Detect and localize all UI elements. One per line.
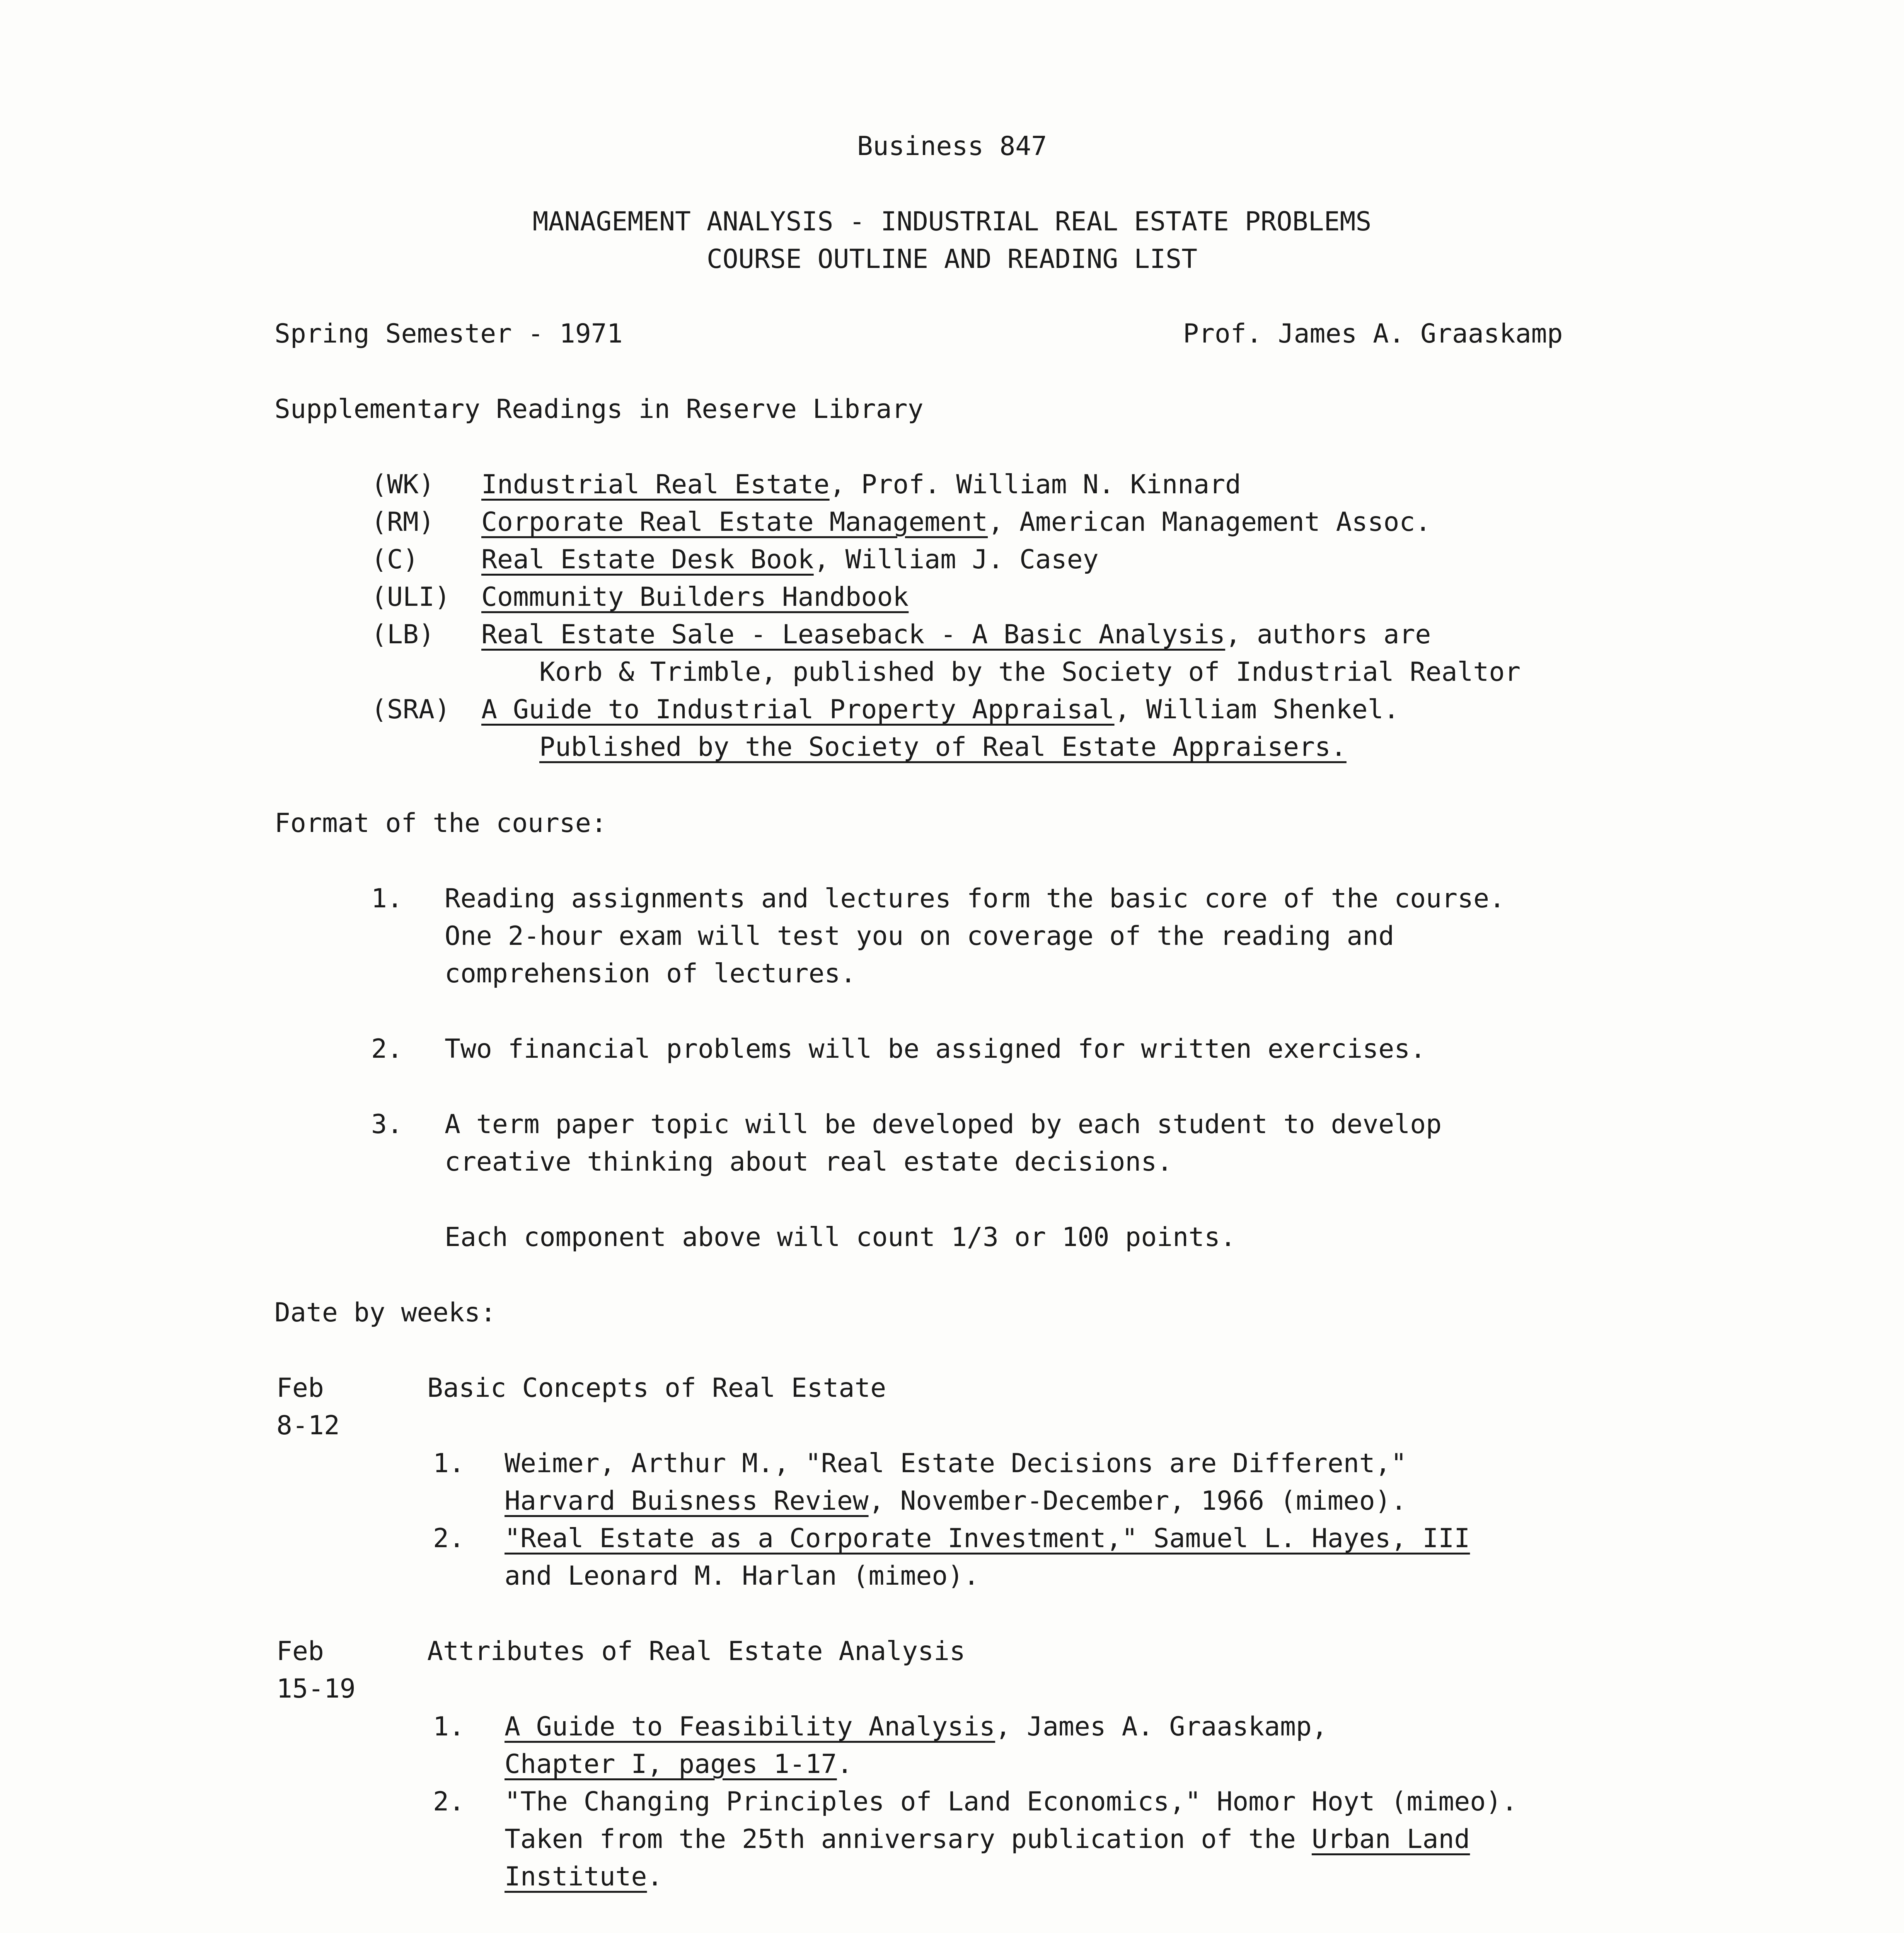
format-item-line: creative thinking about real estate decisions. bbox=[445, 1147, 1173, 1177]
professor: Prof. James A. Graaskamp bbox=[1183, 319, 1563, 349]
reference-title: Industrial Real Estate bbox=[481, 469, 830, 500]
reference-entry: Real Estate Sale - Leaseback - A Basic Analysis, authors are bbox=[481, 619, 1431, 650]
week-month: Feb bbox=[276, 1636, 324, 1667]
week-days: 15-19 bbox=[276, 1674, 356, 1704]
reference-entry bbox=[481, 578, 909, 616]
reading-source: Chapter I, pages 1-17 bbox=[505, 1749, 837, 1780]
reading-number: 1. bbox=[433, 1711, 465, 1742]
reference-code: (RM) bbox=[371, 507, 435, 537]
reading-line: Institute. bbox=[505, 1861, 663, 1892]
week-topic: Attributes of Real Estate Analysis bbox=[427, 1636, 965, 1667]
format-item-line: One 2-hour exam will test you on coverage of the reading and bbox=[445, 921, 1394, 951]
course-number: Business 847 bbox=[857, 131, 1047, 162]
reading-number: 1. bbox=[433, 1448, 465, 1479]
reference-entry: Industrial Real Estate, Prof. William N. Kinnard bbox=[481, 469, 1241, 500]
reading-line: and Leonard M. Harlan (mimeo). bbox=[505, 1561, 980, 1591]
reading-number: 2. bbox=[433, 1523, 465, 1554]
reference-code: (ULI) bbox=[371, 582, 450, 612]
reference-continuation: Korb & Trimble, published by the Society of Industrial Realtor bbox=[539, 657, 1521, 687]
reading-line: Weimer, Arthur M., "Real Estate Decisions are Different," bbox=[505, 1448, 1407, 1479]
format-item-line: Reading assignments and lectures form the basic core of the course. bbox=[445, 883, 1505, 914]
format-item-line: comprehension of lectures. bbox=[445, 958, 856, 989]
reference-code: (C) bbox=[371, 544, 419, 575]
reference-entry: Real Estate Desk Book, William J. Casey bbox=[481, 544, 1099, 575]
reference-code: (SRA) bbox=[371, 694, 450, 725]
reading-line: Taken from the 25th anniversary publication of the Urban Land bbox=[505, 1824, 1470, 1855]
reference-title: Corporate Real Estate Management bbox=[481, 507, 988, 537]
reading-line: "The Changing Principles of Land Economics," Homor Hoyt (mimeo). bbox=[505, 1786, 1518, 1817]
reading-source: Urban Land bbox=[1311, 1824, 1470, 1855]
format-item-number: 2. bbox=[371, 1034, 403, 1064]
reference-continuation: Published by the Society of Real Estate Appraisers. bbox=[539, 732, 1347, 762]
format-item-number: 1. bbox=[371, 883, 403, 914]
reference-entry: Corporate Real Estate Management, American Management Assoc. bbox=[481, 507, 1431, 537]
week-days: 8-12 bbox=[276, 1410, 340, 1441]
reading-number: 2. bbox=[433, 1786, 465, 1817]
reading-source: Institute bbox=[505, 1861, 647, 1892]
schedule-heading: Date by weeks: bbox=[274, 1297, 496, 1328]
reference-title: A Guide to Industrial Property Appraisal bbox=[481, 694, 1115, 725]
reference-title: Real Estate Desk Book bbox=[481, 544, 814, 575]
supplementary-heading: Supplementary Readings in Reserve Library bbox=[274, 394, 924, 424]
week-topic: Basic Concepts of Real Estate bbox=[427, 1373, 886, 1403]
reference-title: Real Estate Sale - Leaseback - A Basic Analysis bbox=[481, 619, 1226, 650]
course-title: MANAGEMENT ANALYSIS - INDUSTRIAL REAL ESTATE PROBLEMS bbox=[532, 206, 1372, 237]
course-subtitle: COURSE OUTLINE AND READING LIST bbox=[706, 244, 1198, 274]
week-month: Feb bbox=[276, 1373, 324, 1403]
reference-entry: A Guide to Industrial Property Appraisal, William Shenkel. bbox=[481, 694, 1399, 725]
format-heading: Format of the course: bbox=[274, 808, 607, 839]
format-item-line: Two financial problems will be assigned for written exercises. bbox=[445, 1034, 1426, 1064]
format-item-line: A term paper topic will be developed by each student to develop bbox=[445, 1109, 1442, 1140]
reading-source: A Guide to Feasibility Analysis bbox=[505, 1711, 995, 1742]
reference-title: Community Builders Handbook bbox=[481, 582, 909, 612]
reading-line: "Real Estate as a Corporate Investment," Samuel L. Hayes, III bbox=[505, 1523, 1470, 1554]
grading-note: Each component above will count 1/3 or 100 points. bbox=[445, 1222, 1236, 1253]
format-item-number: 3. bbox=[371, 1109, 403, 1140]
reference-code: (LB) bbox=[371, 619, 435, 650]
term: Spring Semester - 1971 bbox=[274, 319, 623, 349]
reading-source: Harvard Buisness Review bbox=[505, 1486, 869, 1516]
reading-line: A Guide to Feasibility Analysis, James A. Graaskamp, bbox=[505, 1711, 1328, 1742]
reference-code: (WK) bbox=[371, 469, 435, 500]
reading-line: Harvard Buisness Review, November-December, 1966 (mimeo). bbox=[505, 1486, 1407, 1516]
reading-line: Chapter I, pages 1-17. bbox=[505, 1749, 853, 1780]
